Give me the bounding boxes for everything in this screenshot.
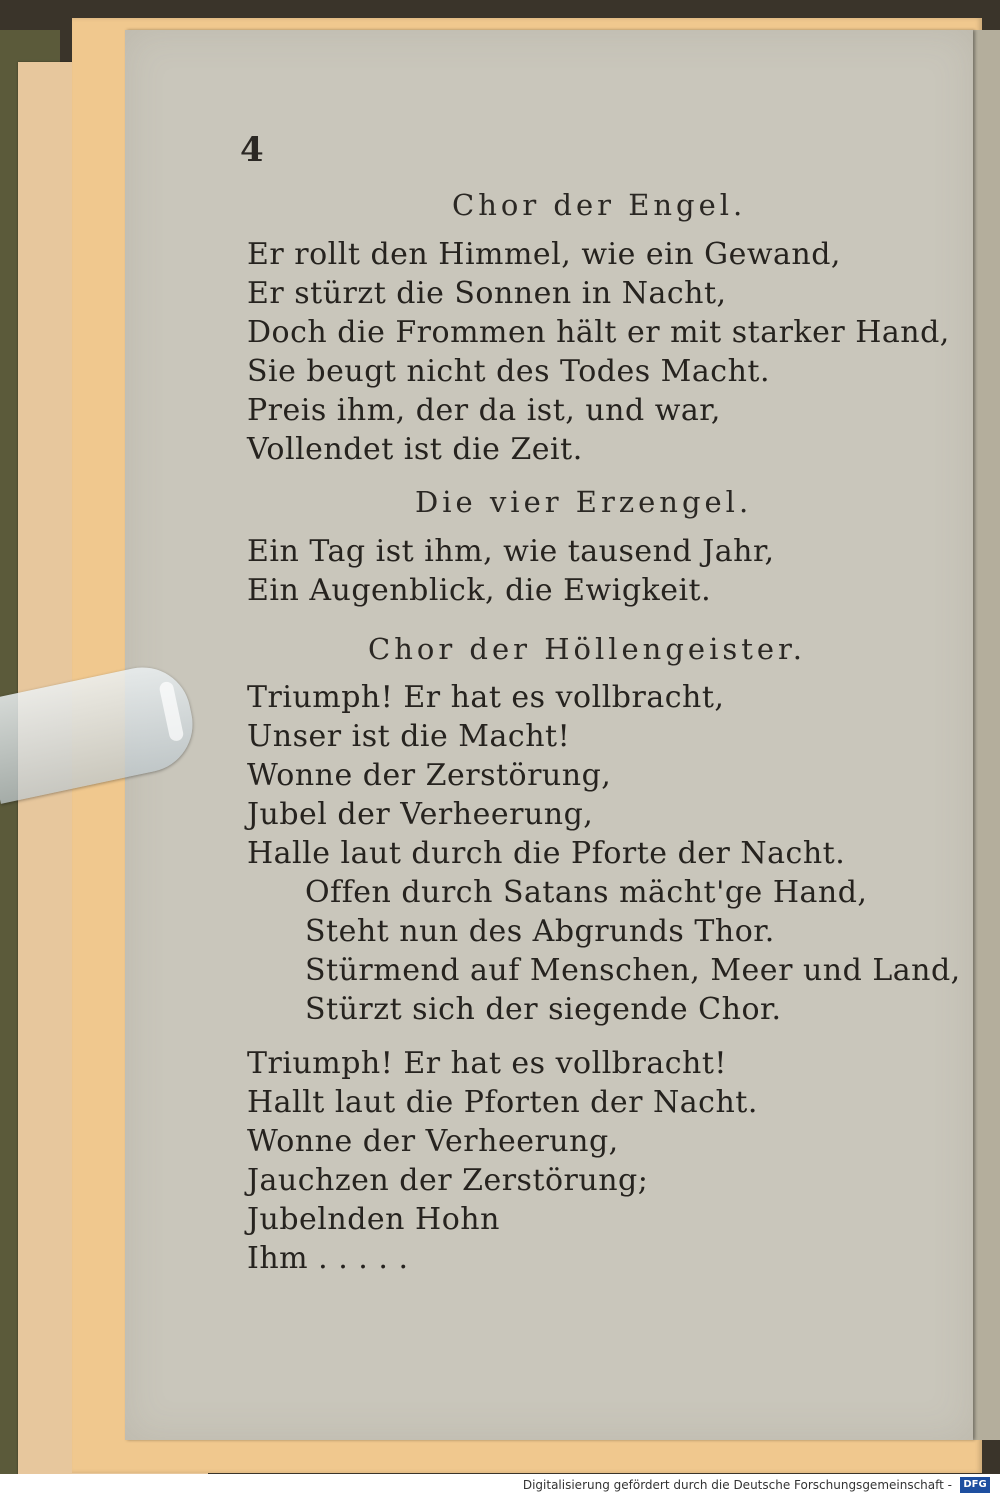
heading-chor-der-hoellengeister: Chor der Höllengeister. [368,632,806,666]
verse-line: Hallt laut die Pforten der Nacht. [247,1085,758,1120]
verse-line: Unser ist die Macht! [247,719,571,754]
dfg-logo-icon: DFG [960,1477,990,1493]
verse-line: Triumph! Er hat es vollbracht! [247,1046,727,1081]
heading-die-vier-erzengel: Die vier Erzengel. [415,485,753,519]
verse-line: Preis ihm, der da ist, und war, [247,393,721,428]
verse-line: Vollendet ist die Zeit. [247,432,583,467]
verse-line-indented: Offen durch Satans mächt'ge Hand, [305,875,868,910]
verse-line: Doch die Frommen hält er mit starker Hand, [247,315,950,350]
verse-line: Jauchzen der Zerstörung; [247,1163,649,1198]
verse-line-indented: Stürmend auf Menschen, Meer und Land, [305,953,961,988]
verse-line-indented: Steht nun des Abgrunds Thor. [305,914,775,949]
digitization-credit: Digitalisierung gefördert durch die Deutsche Forschungsgemeinschaft - [522,1478,952,1492]
verse-line: Sie beugt nicht des Todes Macht. [247,354,770,389]
page-number: 4 [240,130,264,170]
verse-line: Er rollt den Himmel, wie ein Gewand, [247,237,841,272]
verse-line: Wonne der Zerstörung, [247,758,612,793]
verse-line: Jubel der Verheerung, [247,797,594,832]
heading-chor-der-engel: Chor der Engel. [452,188,747,222]
verse-line: Triumph! Er hat es vollbracht, [247,680,725,715]
verse-line: Jubelnden Hohn [247,1202,500,1237]
verse-line: Halle laut durch die Pforte der Nacht. [247,836,846,871]
verse-line: Ein Augenblick, die Ewigkeit. [247,573,712,608]
verse-line: Wonne der Verheerung, [247,1124,619,1159]
verse-line: Ihm . . . . . [247,1241,409,1276]
verse-line: Ein Tag ist ihm, wie tausend Jahr, [247,534,775,569]
page-edge [973,30,1000,1440]
verse-line-indented: Stürzt sich der siegende Chor. [305,992,782,1027]
verse-line: Er stürzt die Sonnen in Nacht, [247,276,727,311]
